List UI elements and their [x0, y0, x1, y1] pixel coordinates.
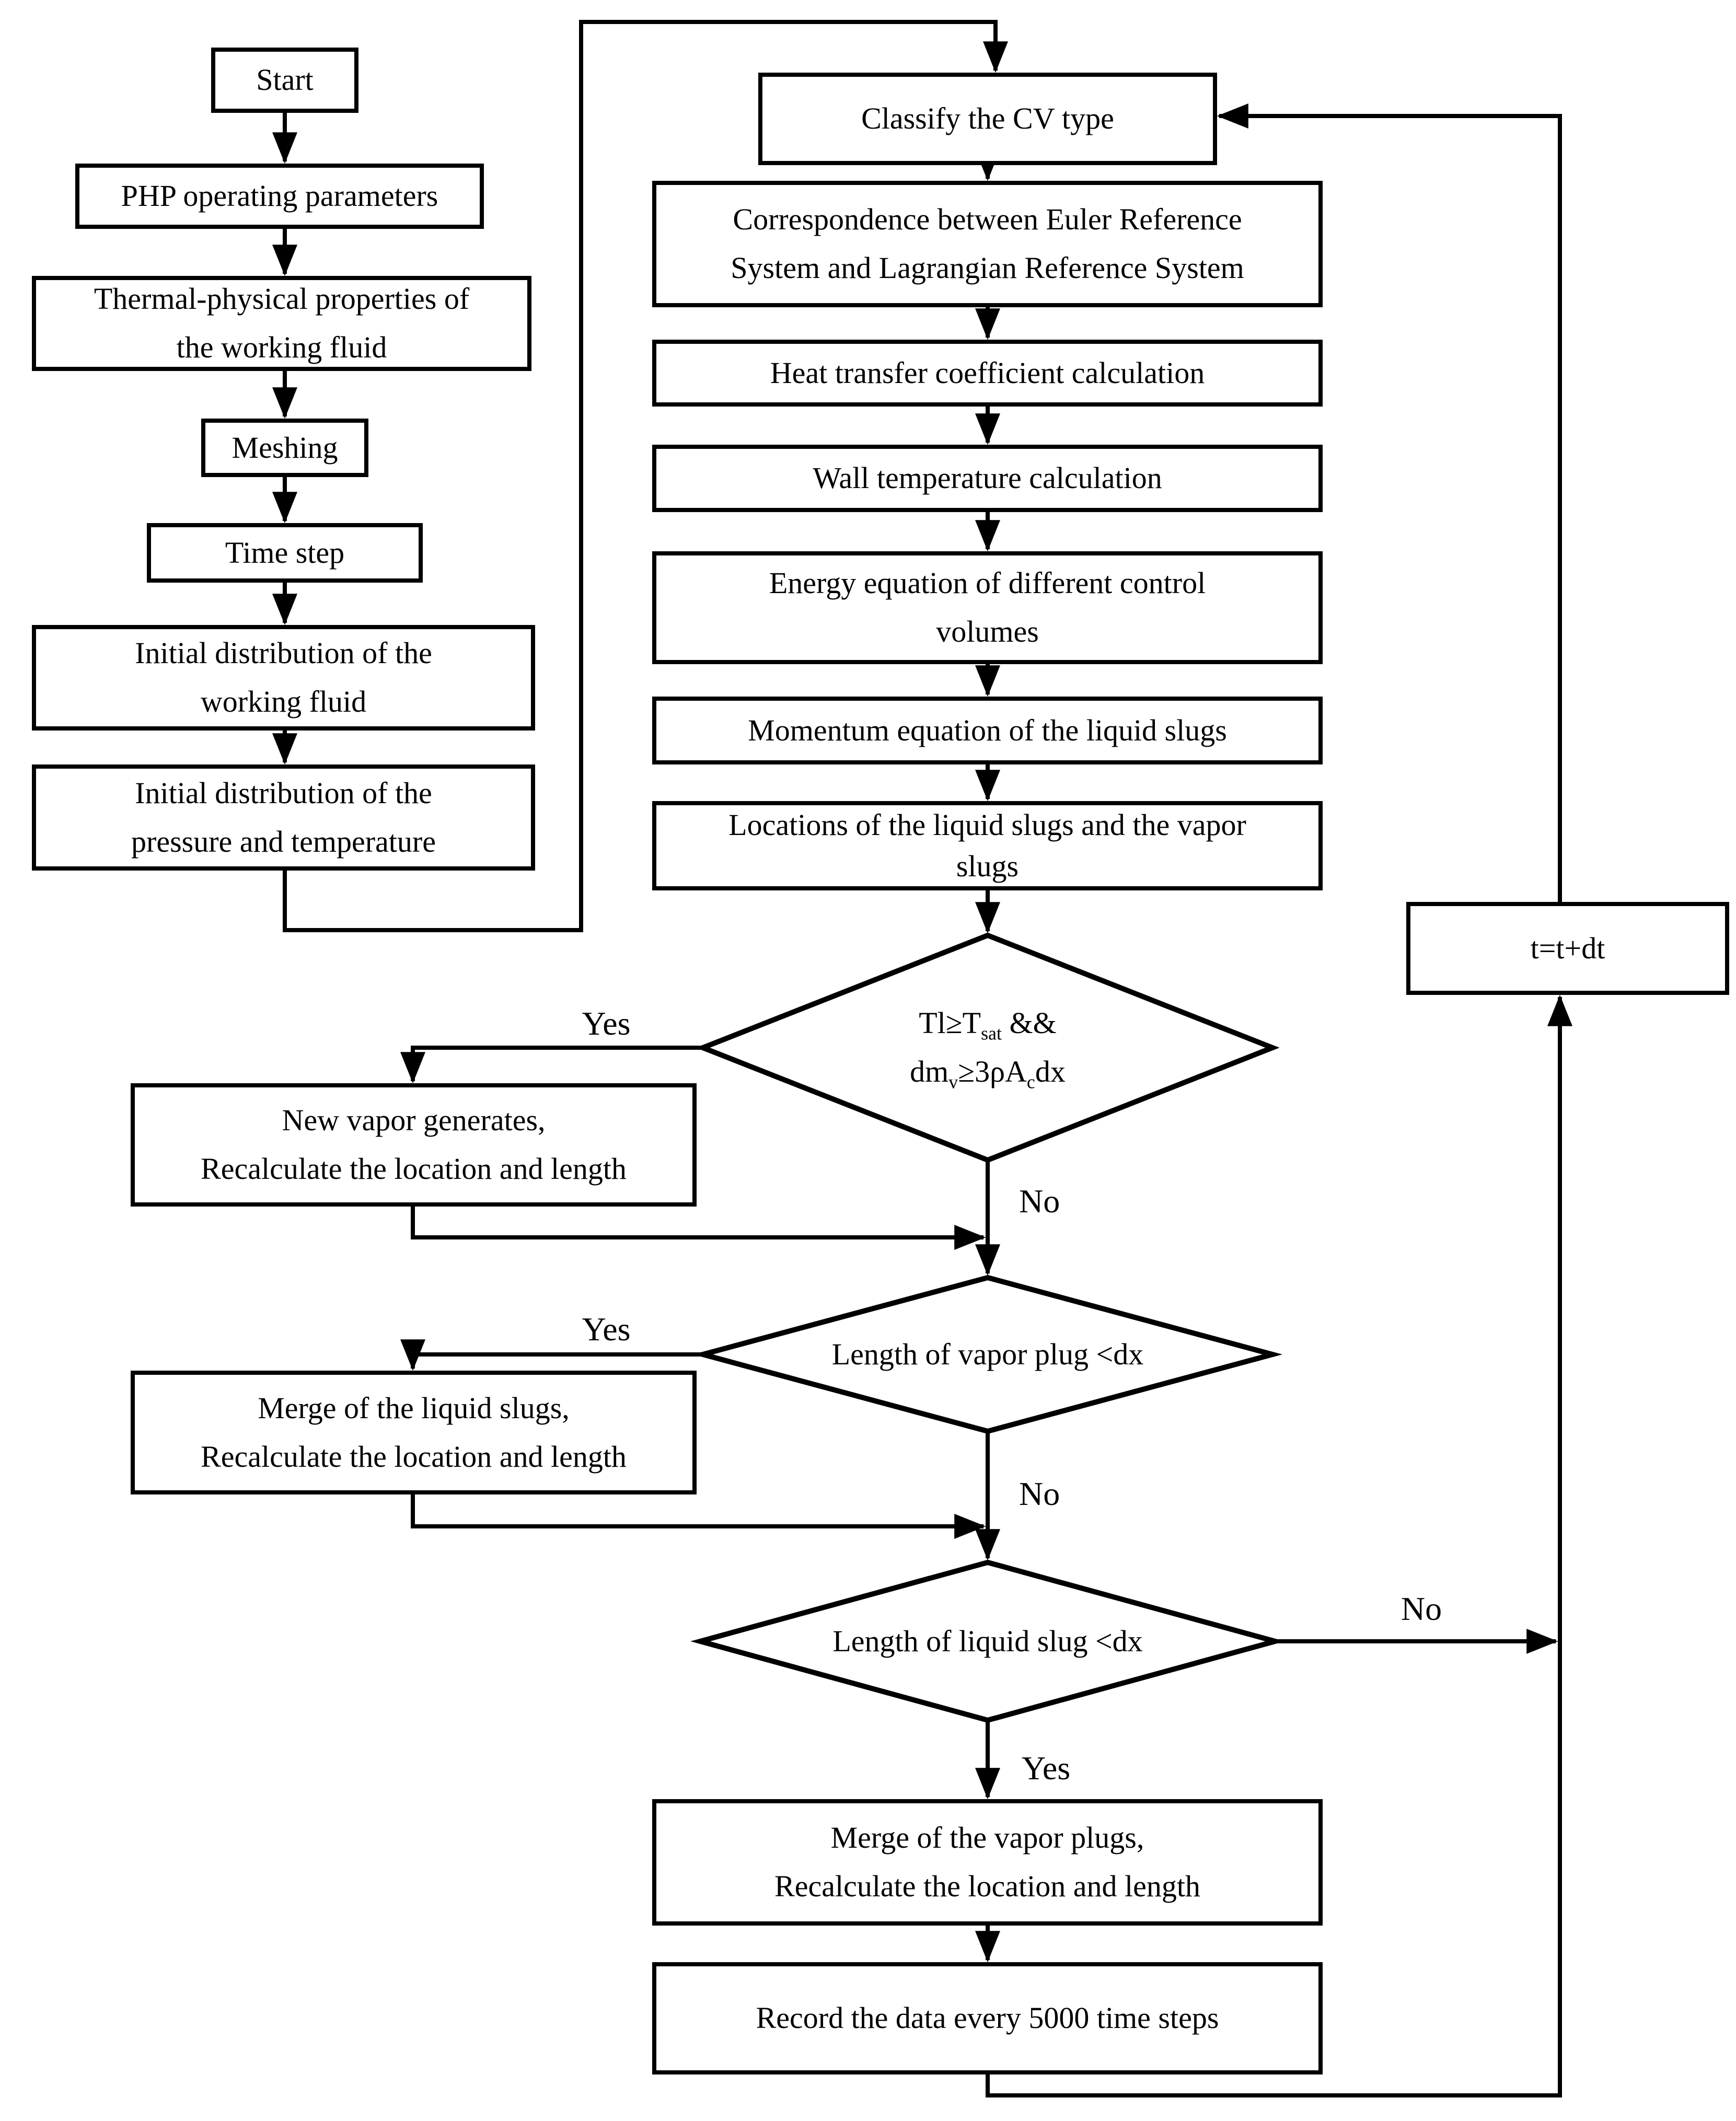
- merge-liquid-line-2: Recalculate the location and length: [201, 1439, 627, 1474]
- node-wall-temp-label: Wall temperature calculation: [813, 461, 1162, 495]
- node-start-label: Start: [256, 63, 314, 97]
- node-time-advance-label: t=t+dt: [1530, 931, 1605, 965]
- node-heat-transfer: [656, 344, 1318, 402]
- node-time-advance: [1410, 906, 1725, 991]
- label-no-decision3: No: [1401, 1590, 1442, 1627]
- merge-liquid-line-1: Merge of the liquid slugs,: [258, 1390, 570, 1425]
- node-init-fluid-label: [36, 629, 531, 726]
- label-no-decision1: No: [1019, 1183, 1060, 1220]
- node-merge-vapor-label: [656, 1803, 1318, 1921]
- label-yes-decision1: Yes: [582, 1005, 631, 1042]
- node-energy-eq-label: [656, 555, 1318, 660]
- node-classify-cv: [762, 77, 1213, 161]
- node-merge-vapor: [656, 1803, 1318, 1921]
- decision-vapor-plug-length-label: Length of vapor plug <dx: [831, 1337, 1144, 1371]
- init-pressure-temp-line-2: pressure and temperature: [131, 824, 436, 859]
- condition-line-2: $dm_v\ge 3\rho A_cdx$: [910, 1054, 1066, 1093]
- merge-vapor-line-1: Merge of the vapor plugs,: [830, 1821, 1144, 1855]
- edge-record-loop-to-timeadvance: [988, 997, 1560, 2095]
- label-yes-decision2: Yes: [582, 1311, 631, 1348]
- correspondence-line-2: System and Lagrangian Reference System: [731, 251, 1244, 285]
- condition-line-1: $Tl\ge T_{sat}$ &&: [919, 1006, 1057, 1044]
- locations-line-1: Locations of the liquid slugs and the vapor: [728, 808, 1246, 842]
- label-no-decision2: No: [1019, 1475, 1060, 1512]
- node-merge-liquid: [135, 1375, 692, 1490]
- node-correspondence: [656, 185, 1318, 303]
- new-vapor-line-2: Recalculate the location and length: [201, 1152, 627, 1186]
- node-init-fluid: [36, 629, 531, 726]
- node-classify-cv-label: Classify the CV type: [861, 101, 1114, 136]
- decision-vapor-generation: [768, 966, 1207, 1130]
- node-start: [215, 52, 354, 109]
- node-php-params-label: PHP operating parameters: [121, 179, 438, 213]
- merge-vapor-line-2: Recalculate the location and length: [774, 1869, 1200, 1903]
- decision-liquid-slug-length-label: Length of liquid slug <dx: [832, 1624, 1143, 1658]
- thermal-props-line-1: Thermal-physical properties of: [94, 282, 470, 316]
- decision-liquid-slug-length: [747, 1583, 1228, 1699]
- node-time-step: [151, 527, 419, 578]
- node-time-step-label: Time step: [225, 535, 345, 570]
- node-energy-eq: [656, 555, 1318, 660]
- decision-vapor-plug-length: [747, 1296, 1228, 1413]
- edge-decision1-yes-to-newvapor: [413, 1048, 703, 1081]
- edge-mergeliquid-return: [413, 1492, 983, 1526]
- energy-eq-line-1: Energy equation of different control: [769, 566, 1206, 600]
- new-vapor-line-1: New vapor generates,: [282, 1103, 546, 1138]
- node-init-pressure-temp: [36, 769, 531, 866]
- label-yes-decision3: Yes: [1022, 1749, 1071, 1787]
- node-locations: [656, 805, 1318, 886]
- node-new-vapor-label: [135, 1087, 692, 1202]
- init-pressure-temp-line-1: Initial distribution of the: [135, 775, 432, 810]
- thermal-props-line-2: the working fluid: [176, 330, 387, 364]
- nodes: [34, 50, 1727, 2072]
- node-php-params: [79, 168, 480, 225]
- node-meshing: [205, 423, 364, 473]
- edge-decision2-yes-to-mergeliquid: [413, 1354, 703, 1369]
- energy-eq-line-2: volumes: [936, 615, 1039, 648]
- node-init-pressure-temp-label: [36, 769, 531, 866]
- node-heat-transfer-label: Heat transfer coefficient calculation: [770, 355, 1205, 390]
- init-fluid-line-1: Initial distribution of the: [135, 636, 432, 670]
- node-record: [656, 1966, 1318, 2070]
- node-thermal-props: [36, 280, 527, 367]
- correspondence-line-1: Correspondence between Euler Reference: [733, 202, 1242, 237]
- locations-line-2: slugs: [956, 849, 1019, 883]
- node-new-vapor: [135, 1087, 692, 1202]
- node-merge-liquid-label: [135, 1375, 692, 1490]
- node-thermal-props-label: [36, 280, 527, 367]
- node-wall-temp: [656, 449, 1318, 508]
- decision-vapor-generation-label: [768, 966, 1207, 1130]
- node-locations-label: [656, 805, 1318, 886]
- edge-newvapor-return: [413, 1204, 983, 1237]
- node-correspondence-label: [656, 185, 1318, 303]
- node-meshing-label: Meshing: [232, 430, 338, 465]
- node-record-label: Record the data every 5000 time steps: [756, 2001, 1219, 2035]
- node-momentum-eq-label: Momentum equation of the liquid slugs: [748, 713, 1227, 747]
- init-fluid-line-2: working fluid: [200, 685, 367, 718]
- node-momentum-eq: [656, 701, 1318, 760]
